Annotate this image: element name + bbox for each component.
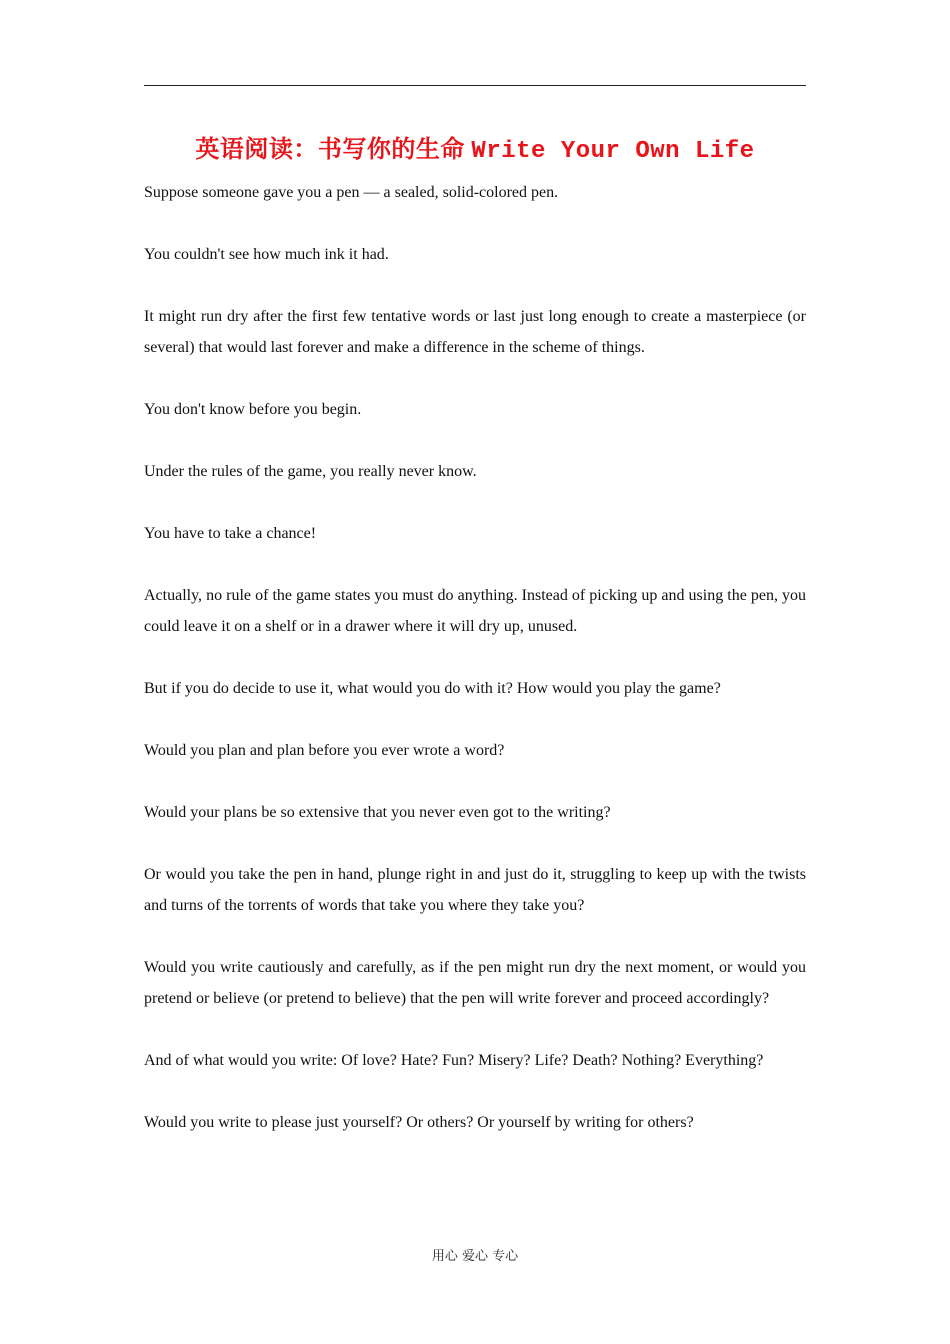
title-chinese: 英语阅读：书写你的生命 [195, 135, 465, 163]
page-title [144, 132, 806, 169]
title-english: Write Your Own Life [471, 138, 755, 165]
paragraph: But if you do decide to use it, what would you do with it? How would you play the game? [144, 680, 721, 697]
paragraph: Would you write cautiously and carefully, as if the pen might run dry the next moment, or would you pretend or believe (or pretend to believe) that the pen will write forever and proceed accordingly? [144, 959, 806, 1007]
paragraph: Under the rules of the game, you really never know. [144, 463, 477, 480]
paragraph: Or would you take the pen in hand, plunge right in and just do it, struggling to keep up with the twists and turns of the torrents of words that take you where they take you? [144, 866, 806, 914]
paragraph: You couldn't see how much ink it had. [144, 246, 389, 263]
paragraph: You have to take a chance! [144, 525, 317, 542]
paragraph: Actually, no rule of the game states you must do anything. Instead of picking up and using the pen, you could leave it on a shelf or in a drawer where it will dry up, unused. [144, 587, 806, 635]
article-body [144, 177, 806, 1169]
paragraph: You don't know before you begin. [144, 401, 362, 418]
page-footer: 用心 爱心 专心 [431, 1249, 519, 1264]
paragraph: It might run dry after the first few tentative words or last just long enough to create a masterpiece (or several) that would last forever and make a difference in the scheme of things. [144, 308, 806, 356]
header-rule [144, 85, 806, 86]
paragraph: Would you plan and plan before you ever wrote a word? [144, 742, 505, 759]
paragraph: Suppose someone gave you a pen — a sealed, solid-colored pen. [144, 184, 559, 201]
paragraph: Would you write to please just yourself? Or others? Or yourself by writing for others? [144, 1114, 694, 1131]
paragraph: And of what would you write: Of love? Hate? Fun? Misery? Life? Death? Nothing? Everything? [144, 1052, 764, 1069]
paragraph: Would your plans be so extensive that you never even got to the writing? [144, 804, 611, 821]
